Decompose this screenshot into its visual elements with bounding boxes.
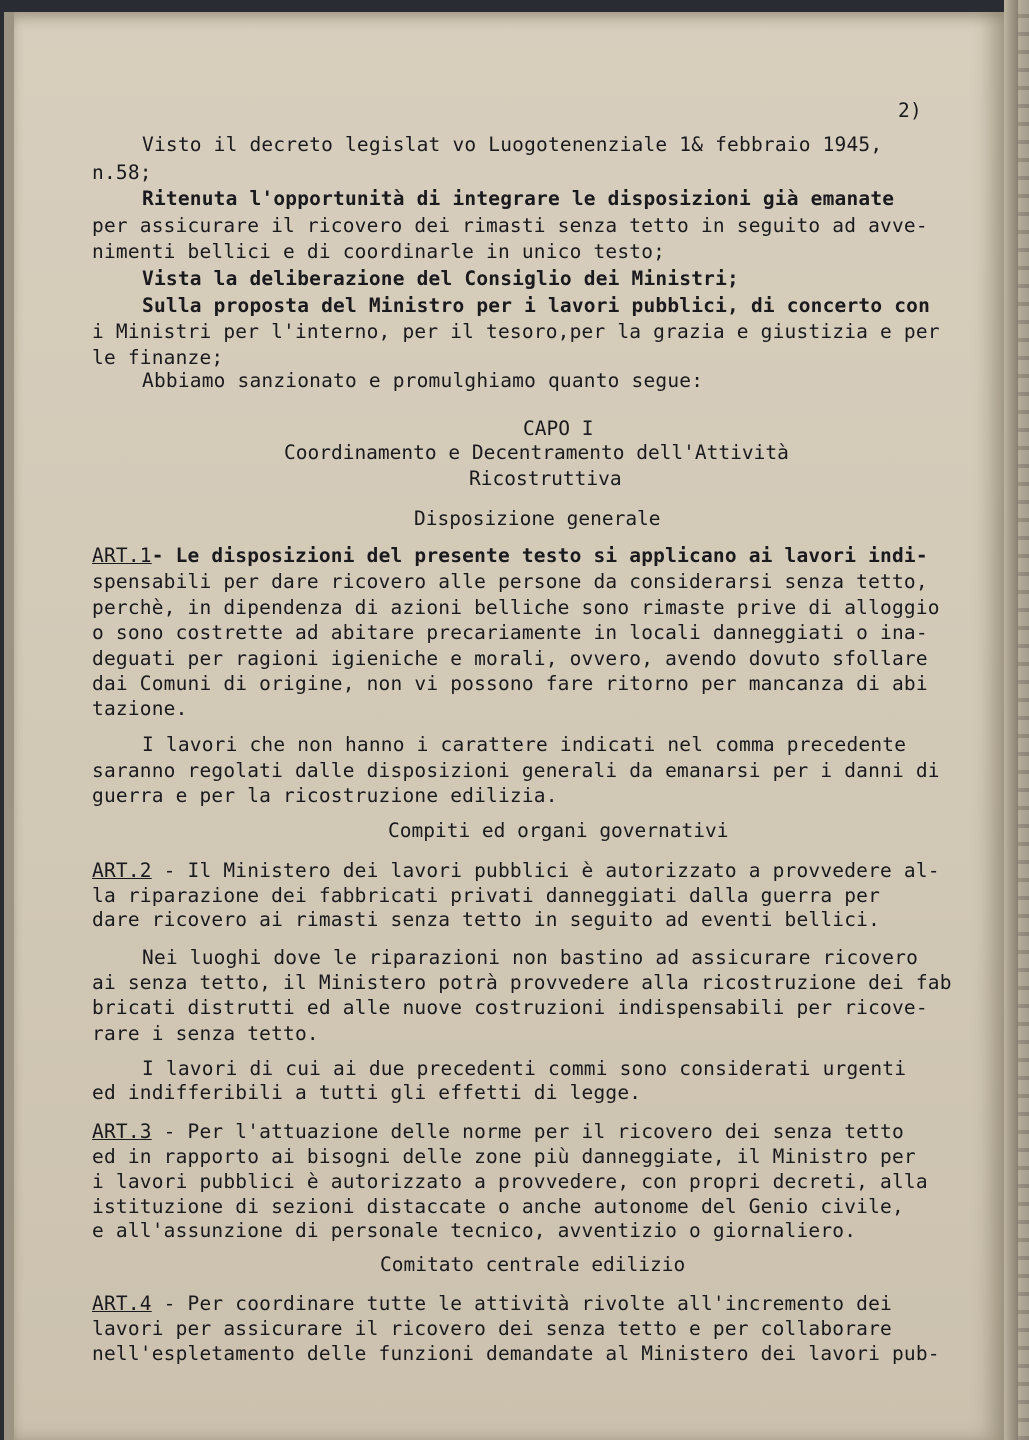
binding-strip (1018, 0, 1029, 1440)
article-line: spensabili per dare ricovero alle persone da considerarsi senza tetto, (92, 570, 928, 593)
article-line: o sono costrette ad abitare precariamente in locali danneggiati o ina- (92, 621, 928, 644)
preamble-line: Abbiamo sanzionato e promulghiamo quanto segue: (142, 369, 704, 392)
article-line: ART.4 - Per coordinare tutte le attività rivolte all'incremento dei (92, 1292, 892, 1315)
preamble-line: n.58; (92, 161, 152, 184)
article-line: ai senza tetto, il Ministero potrà provvedere alla ricostruzione dei fab (92, 971, 952, 994)
article-line: deguati per ragioni igieniche e morali, ovvero, avendo dovuto sfollare (92, 647, 928, 670)
article-line: la riparazione dei fabbricati privati danneggiati dalla guerra per (92, 884, 881, 907)
preamble-line: Sulla proposta del Ministro per i lavori pubblici, di concerto con (142, 294, 931, 317)
article-line: dare ricovero ai rimasti senza tetto in seguito ad eventi bellici. (92, 908, 881, 931)
article-line: ART.1- Le disposizioni del presente testo si applicano ai lavori indi- (92, 544, 928, 567)
article-line: bricati distrutti ed alle nuove costruzioni indispensabili per ricove- (92, 996, 928, 1019)
preamble-line: le finanze; (92, 346, 224, 369)
chapter-number: CAPO I (523, 417, 594, 440)
article-line: nell'espletamento delle funzioni demandate al Ministero dei lavori pub- (92, 1342, 940, 1365)
article-line: Nei luoghi dove le riparazioni non bastino ad assicurare ricovero (142, 946, 919, 969)
article-label: ART.4 (92, 1292, 152, 1315)
article-line: ART.2 - Il Ministero dei lavori pubblici è autorizzato a provvedere al- (92, 859, 940, 882)
article-line: lavori per assicurare il ricovero dei senza tetto e per collaborare (92, 1317, 892, 1340)
article-line: ed in rapporto ai bisogni delle zone più danneggiate, il Ministro per (92, 1145, 916, 1168)
document-page (4, 12, 1004, 1440)
article-line: dai Comuni di origine, non vi possono fare ritorno per mancanza di abi (92, 672, 928, 695)
section-heading: Compiti ed organi governativi (388, 819, 729, 842)
article-line: ed indifferibili a tutti gli effetti di legge. (92, 1081, 642, 1104)
article-line: guerra e per la ricostruzione edilizia. (92, 784, 558, 807)
article-label: ART.2 (92, 859, 152, 882)
article-line: i lavori pubblici è autorizzato a provvedere, con propri decreti, alla (92, 1170, 928, 1193)
article-line: e all'assunzione di personale tecnico, avventizio o giornaliero. (92, 1219, 857, 1242)
article-line: ART.3 - Per l'attuazione delle norme per il ricovero dei senza tetto (92, 1120, 904, 1143)
section-heading: Comitato centrale edilizio (380, 1253, 686, 1276)
preamble-line: Ritenuta l'opportunità di integrare le disposizioni già emanate (142, 187, 895, 210)
article-line: istituzione di sezioni distaccate o anche autonome del Genio civile, (92, 1195, 904, 1218)
preamble-line: per assicurare il ricovero dei rimasti senza tetto in seguito ad avve- (92, 214, 928, 237)
section-heading: Disposizione generale (414, 507, 661, 530)
preamble-line: Visto il decreto legislat vo Luogotenenziale 1& febbraio 1945, (142, 133, 883, 156)
preamble-line: nimenti bellici e di coordinarle in unico testo; (92, 240, 666, 263)
chapter-subtitle: Ricostruttiva (469, 467, 622, 490)
article-label: ART.1 (92, 544, 152, 567)
preamble-line: i Ministri per l'interno, per il tesoro,per la grazia e giustizia e per (92, 320, 940, 343)
article-line: I lavori che non hanno i carattere indicati nel comma precedente (142, 733, 907, 756)
article-line: perchè, in dipendenza di azioni belliche sono rimaste prive di alloggio (92, 596, 940, 619)
page-number: 2) (898, 99, 922, 122)
article-line: tazione. (92, 697, 188, 720)
article-line: rare i senza tetto. (92, 1022, 319, 1045)
article-line: I lavori di cui ai due precedenti commi sono considerati urgenti (142, 1057, 907, 1080)
chapter-title: Coordinamento e Decentramento dell'Attività (284, 441, 789, 464)
article-line: saranno regolati dalle disposizioni generali da emanarsi per i danni di (92, 759, 940, 782)
article-label: ART.3 (92, 1120, 152, 1143)
preamble-line: Vista la deliberazione del Consiglio dei Ministri; (142, 267, 739, 290)
